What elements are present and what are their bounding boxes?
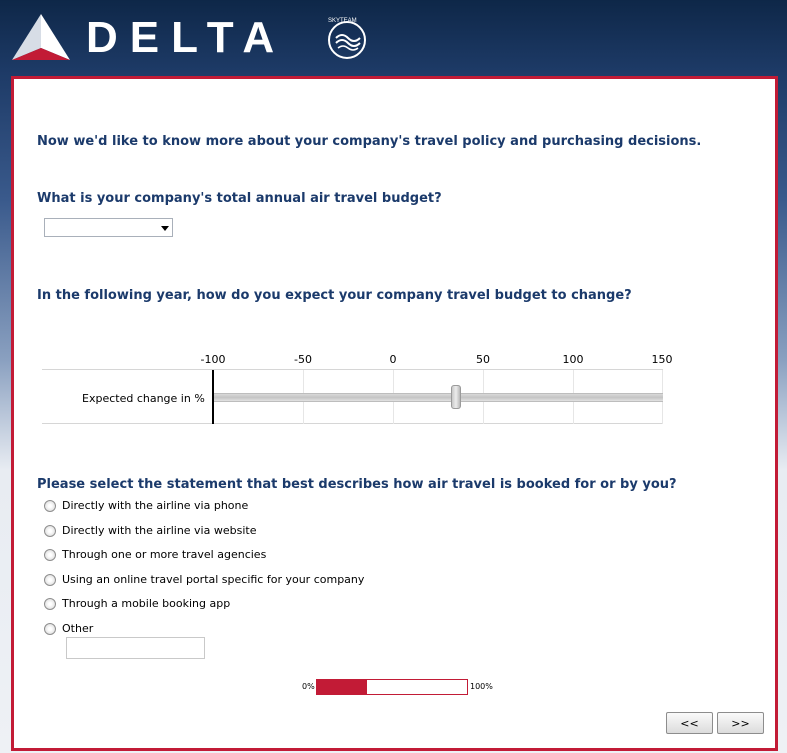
radio-label: Through one or more travel agencies: [62, 548, 267, 561]
scale-tick: -100: [200, 353, 226, 366]
other-text-field[interactable]: [66, 637, 205, 659]
progress-fill: [317, 680, 367, 694]
scale-tick: 0: [389, 353, 397, 366]
slider-row: [42, 369, 663, 424]
radio-button[interactable]: [44, 500, 56, 512]
skyteam-text: SKYTEAM: [328, 18, 357, 24]
radio-label: Other: [62, 622, 94, 635]
next-button[interactable]: >>: [717, 712, 764, 734]
intro-text: Now we'd like to know more about your company's travel policy and purchasing decisions.: [37, 134, 702, 149]
back-button[interactable]: <<: [666, 712, 713, 734]
radio-button[interactable]: [44, 598, 56, 610]
delta-widget-icon: [12, 14, 70, 60]
radio-button[interactable]: [44, 525, 56, 537]
scale-tick: -50: [294, 353, 312, 366]
chevron-down-icon: [161, 226, 169, 231]
booking-question: Please select the statement that best describes how air travel is booked for or by you?: [37, 477, 677, 492]
budget-select[interactable]: [44, 218, 173, 237]
progress-max-label: 100%: [470, 682, 493, 691]
budget-question: What is your company's total annual air travel budget?: [37, 191, 442, 206]
radio-button[interactable]: [44, 623, 56, 635]
scale-labels: [14, 353, 775, 367]
scale-tick: 50: [476, 353, 490, 366]
radio-button[interactable]: [44, 574, 56, 586]
slider-row-label: Expected change in %: [82, 392, 205, 405]
scale-tick: 100: [562, 353, 584, 366]
skyteam-logo-icon: [322, 14, 372, 62]
radio-label: Using an online travel portal specific for your company: [62, 573, 365, 586]
change-question: In the following year, how do you expect your company travel budget to change?: [37, 288, 632, 303]
radio-label: Through a mobile booking app: [62, 597, 231, 610]
scale-tick: 150: [651, 353, 673, 366]
slider-track[interactable]: [214, 393, 663, 402]
slider-handle[interactable]: [451, 385, 461, 409]
header: [0, 0, 787, 76]
delta-logo-text: DELTA: [86, 13, 287, 62]
radio-label: Directly with the airline via phone: [62, 499, 249, 512]
radio-button[interactable]: [44, 549, 56, 561]
survey-panel: [11, 76, 778, 751]
progress-min-label: 0%: [302, 682, 315, 691]
radio-label: Directly with the airline via website: [62, 524, 257, 537]
progress-bar: [316, 679, 468, 695]
